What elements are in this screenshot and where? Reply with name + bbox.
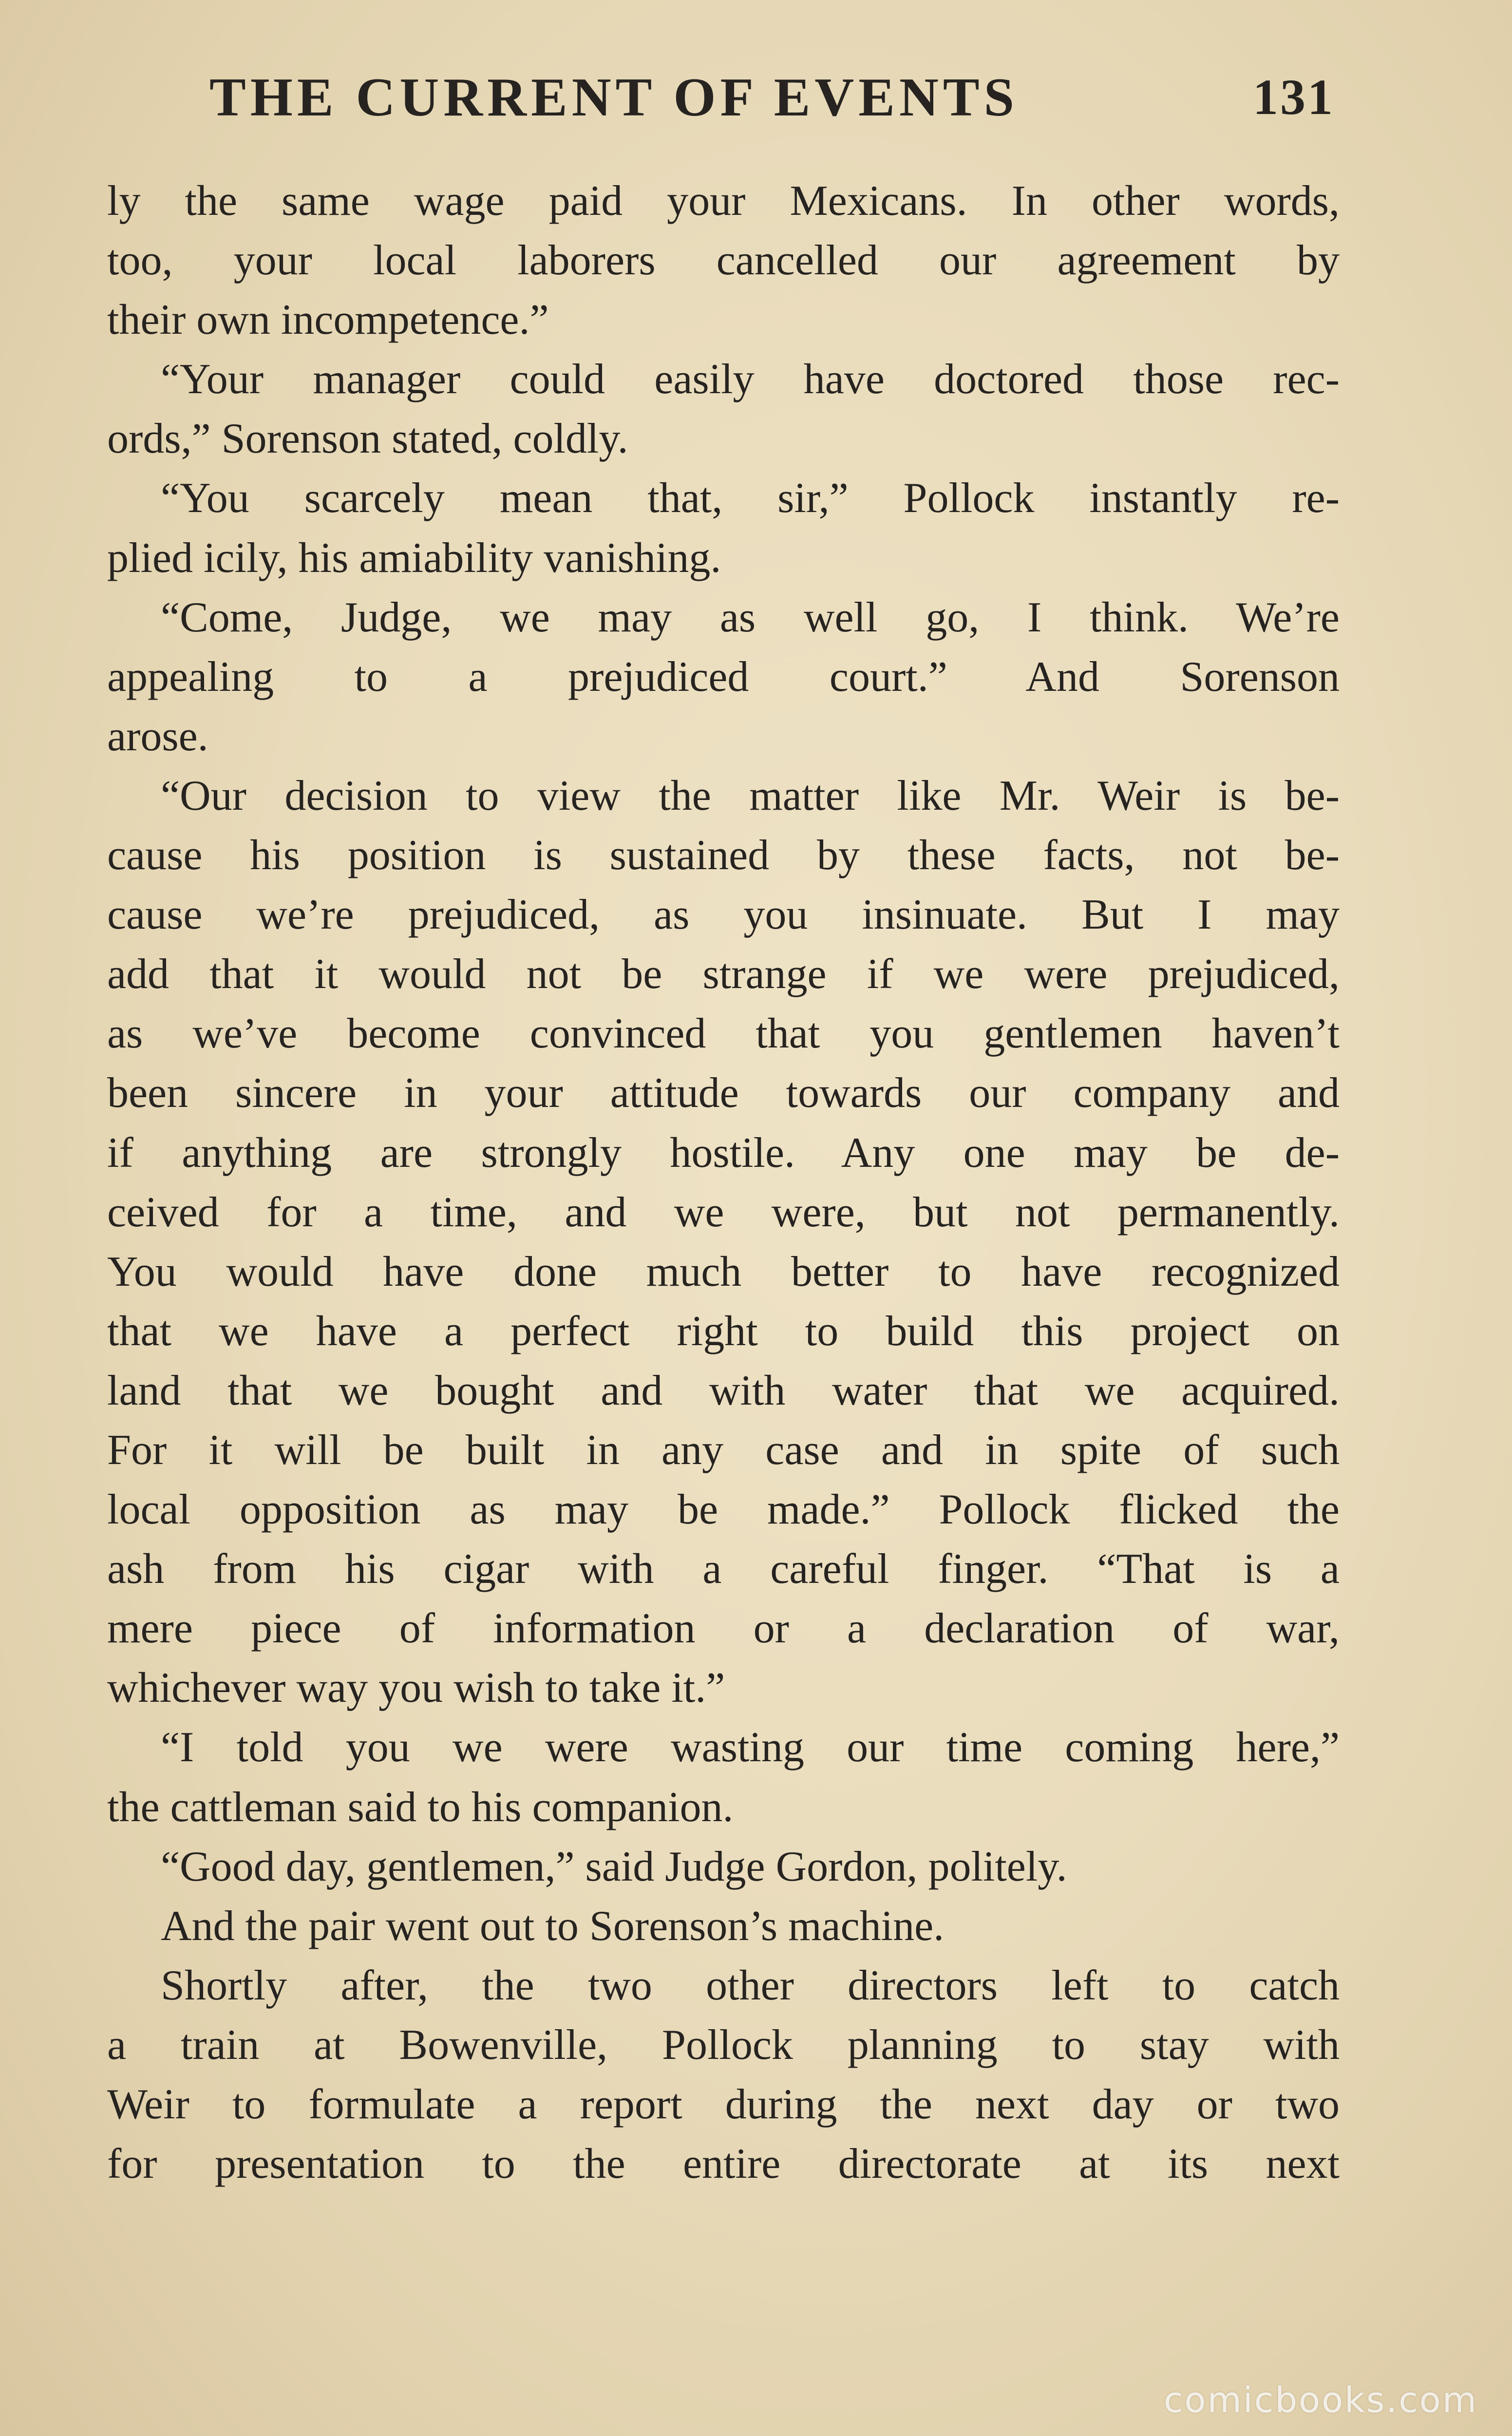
text-line: a train at Bowenville, Pollock planning to stay with xyxy=(107,2021,1340,2069)
text-line: Weir to formulate a report during the next day or two xyxy=(107,2081,1340,2128)
page-number: 131 xyxy=(1253,69,1335,125)
text-line: You would have done much better to have recognized xyxy=(107,1248,1340,1295)
text-line: for presentation to the entire directorate at its next xyxy=(107,2140,1340,2188)
text-line: ords,” Sorenson stated, coldly. xyxy=(107,415,628,463)
text-line: “Our decision to view the matter like Mr. Weir is be- xyxy=(161,772,1340,819)
text-line: “Good day, gentlemen,” said Judge Gordon, politely. xyxy=(161,1843,1067,1890)
text-line: appealing to a prejudiced court.” And Sorenson xyxy=(107,653,1340,701)
body-text xyxy=(107,171,1340,2194)
text-line: “Your manager could easily have doctored those rec- xyxy=(161,356,1340,403)
running-head xyxy=(209,63,1335,132)
text-line: arose. xyxy=(107,712,208,760)
text-line: the cattleman said to his companion. xyxy=(107,1783,734,1831)
text-line: “I told you we were wasting our time coming here,” xyxy=(161,1724,1340,1771)
text-line: For it will be built in any case and in spite of such xyxy=(107,1426,1340,1474)
text-line: cause we’re prejudiced, as you insinuate. But I may xyxy=(107,891,1340,939)
text-line: if anything are strongly hostile. Any one may be de- xyxy=(107,1129,1340,1177)
text-line: whichever way you wish to take it.” xyxy=(107,1664,725,1712)
text-line: mere piece of information or a declaration of war, xyxy=(107,1605,1340,1653)
text-line: “Come, Judge, we may as well go, I think. We’re xyxy=(161,593,1340,641)
text-line: local opposition as may be made.” Pollock flicked the xyxy=(107,1486,1340,1534)
running-title: THE CURRENT OF EVENTS xyxy=(209,67,1019,128)
text-line: add that it would not be strange if we were prejudiced, xyxy=(107,951,1340,998)
text-line: Shortly after, the two other directors left to catch xyxy=(161,1961,1340,2009)
text-line: as we’ve become convinced that you gentlemen haven’t xyxy=(107,1010,1340,1058)
text-line: ceived for a time, and we were, but not permanently. xyxy=(107,1188,1340,1236)
text-line: And the pair went out to Sorenson’s machine. xyxy=(161,1902,945,1950)
text-line: that we have a perfect right to build this project on xyxy=(107,1307,1340,1355)
text-line: been sincere in your attitude towards our company and xyxy=(107,1069,1340,1117)
text-line: plied icily, his amiability vanishing. xyxy=(107,534,721,582)
text-line: ash from his cigar with a careful finger. “That is a xyxy=(107,1545,1340,1593)
text-line: “You scarcely mean that, sir,” Pollock instantly re- xyxy=(161,475,1340,522)
text-line: ly the same wage paid your Mexicans. In other words, xyxy=(107,177,1340,225)
text-line: land that we bought and with water that we acquired. xyxy=(107,1367,1340,1414)
text-line: cause his position is sustained by these facts, not be- xyxy=(107,832,1340,879)
text-line: their own incompetence.” xyxy=(107,296,549,344)
watermark: comicbooks.com xyxy=(1163,2379,1478,2420)
text-line: too, your local laborers cancelled our agreement by xyxy=(107,237,1340,285)
